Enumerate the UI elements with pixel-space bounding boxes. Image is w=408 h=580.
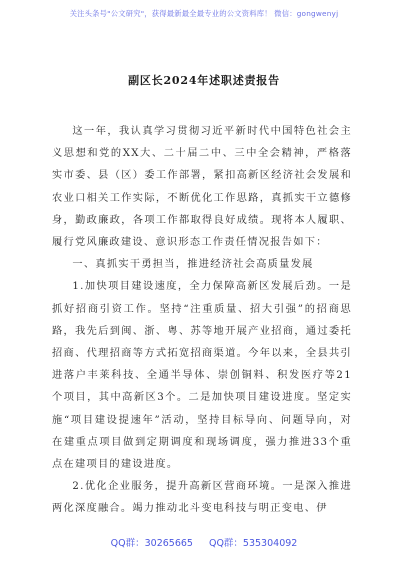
header-banner: 关注头条号"公文研究"，获得最新最全最专业的公文资料库！ 微信：gongwenyj (69, 9, 339, 18)
paragraph-intro: 这一年，我认真学习贯彻习近平新时代中国特色社会主义思想和党的XX大、二十届二中、三中全会精神，严格落实市委、县（区）委工作部署，紧扣高新区经济社会发展和农业口相关工作实际，不断优化工作思路，真抓实干立德修身，勤政廉政，各项工作都取得良好成绩。现将本人履职、履行党风廉政建设、意识形态工作责任情况报告如下： (52, 126, 352, 249)
paragraph-item-1: 1.加快项目建设速度，全力保障高新区发展后劲。一是抓好招商引资工作。坚持“注重质量、招大引强”的招商思路，我先后到闽、浙、粤、苏等地开展产业招商，通过委托招商、代理招商等方式拓宽招商渠道。今年以来，全县共引进落户丰莱科技、全通半导体、崇创铜料、积发医疗等21个项目，其中高新区3个。二是加快项目建设进度。坚定实施“项目建设提速年”活动，坚持目标导向、问题导向，对在建重点项目做到定期调度和现场调度，强力推进33个重点在建项目的建设进度。 (52, 281, 352, 471)
footer-contact (0, 535, 408, 549)
document-body (52, 121, 352, 521)
section-heading: 一、真抓实干勇担当，推进经济社会高质量发展 (72, 259, 314, 271)
paragraph-item-2: 2.优化企业服务，提升高新区营商环境。一是深入推进两化深度融合。竭力推动北斗变电科技与明正变电、伊 (52, 481, 352, 515)
document-title: 副区长2024年述职述责报告 (128, 74, 280, 87)
footer-qq-group-2: QQ群：535304092 (208, 538, 298, 549)
footer-qq-group-1: QQ群：30265665 (110, 538, 193, 549)
